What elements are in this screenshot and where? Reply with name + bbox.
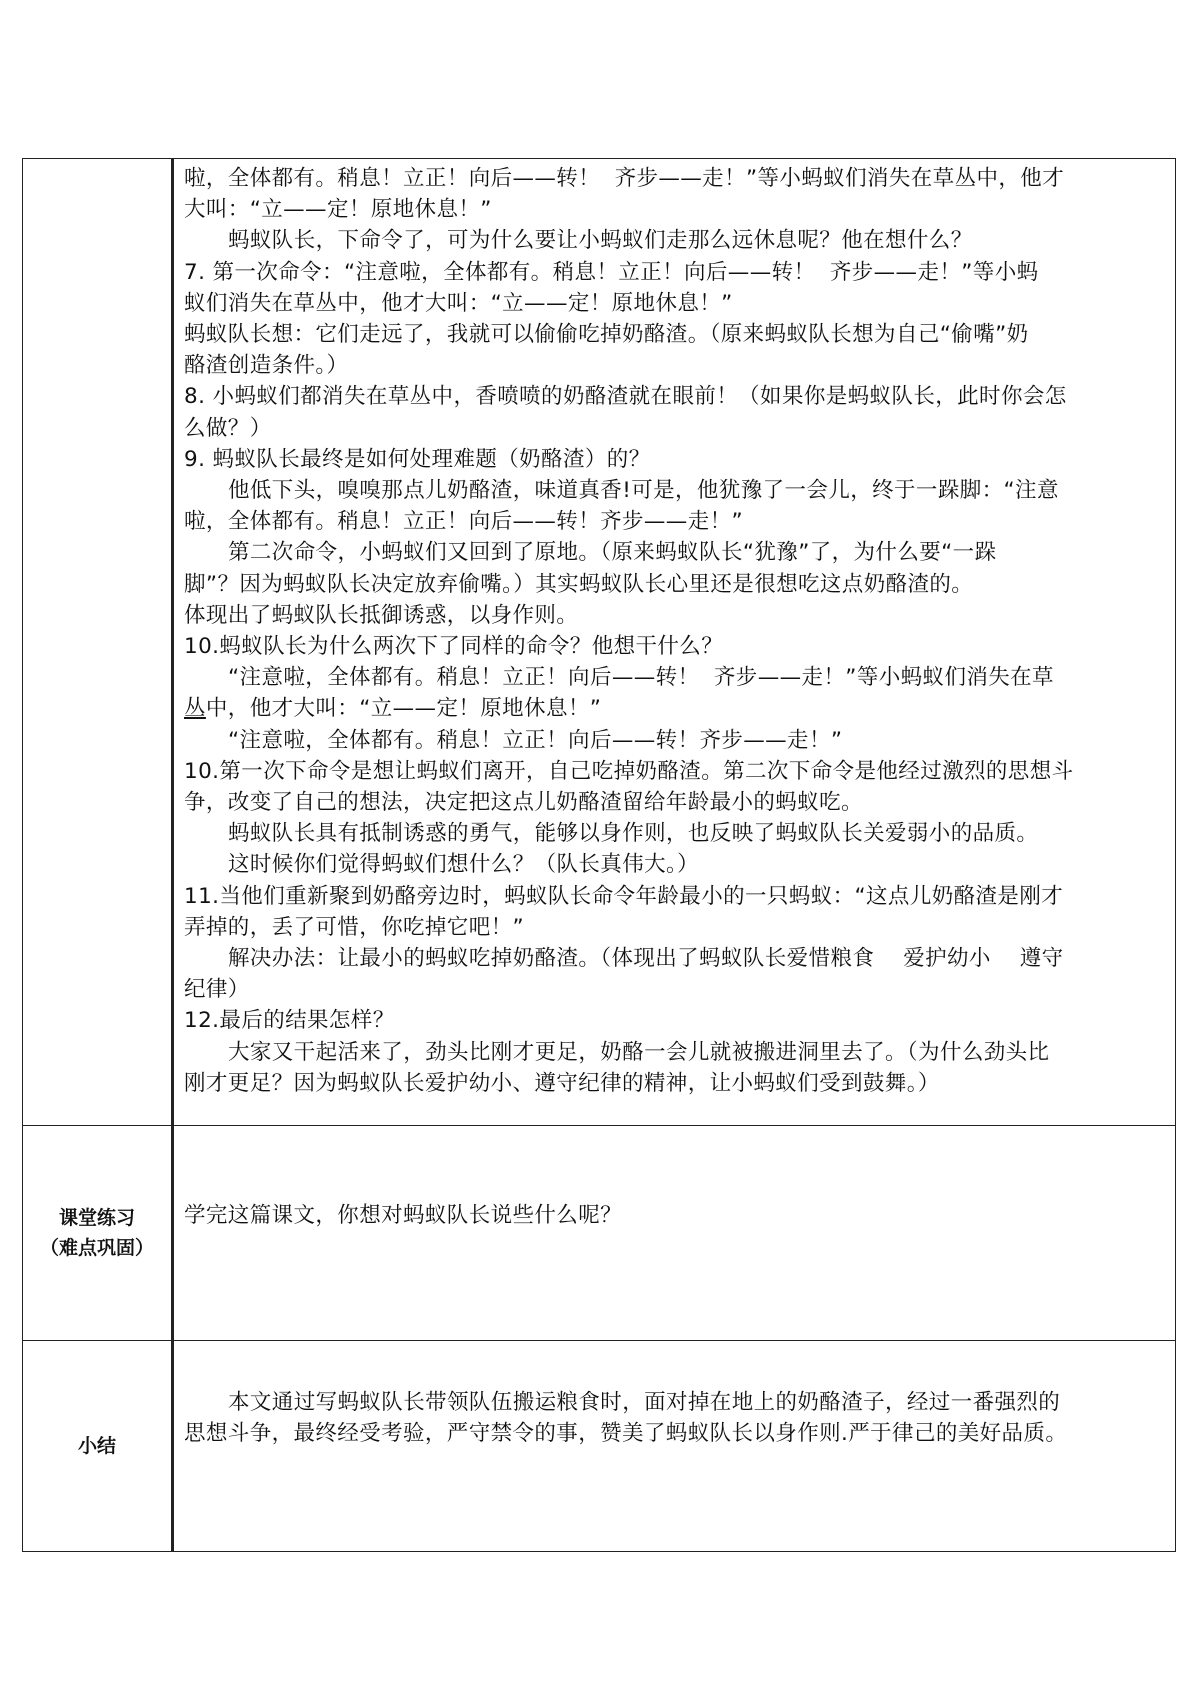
body-line: 酪渣创造条件。） xyxy=(184,353,349,379)
body-line: 纪律） xyxy=(184,977,250,1003)
body-line: “注意啦，全体都有。稍息！立正！向后——转！齐步——走！” xyxy=(228,727,843,753)
body-line: 10.蚂蚁队长为什么两次下了同样的命令？他想干什么？ xyxy=(184,634,724,660)
body-line: 啦，全体都有。稍息！立正！向后——转！齐步——走！” xyxy=(184,509,744,535)
body-line: 刚才更足？因为蚂蚁队长爱护幼小、遵守纪律的精神，让小蚂蚁们受到鼓舞。） xyxy=(184,1070,940,1096)
summary-label-cell xyxy=(23,1341,173,1552)
body-line: 解决办法：让最小的蚂蚁吃掉奶酪渣。（体现出了蚂蚁队长爱惜粮食 爱护幼小 遵守 xyxy=(228,946,1064,972)
body-line: 蚂蚁队长具有抵制诱惑的勇气，能够以身作则，也反映了蚂蚁队长关爱弱小的品质。 xyxy=(228,821,1039,847)
practice-row xyxy=(23,1126,1176,1341)
body-line: 第二次命令，小蚂蚁们又回到了原地。（原来蚂蚁队长“犹豫”了，为什么要“一跺 xyxy=(228,540,997,566)
lesson-plan-table xyxy=(22,158,1176,1552)
summary-text-block xyxy=(184,1345,1165,1449)
body-line: 11.当他们重新聚到奶酪旁边时，蚂蚁队长命令年龄最小的一只蚂蚁：“这点儿奶酪渣是刚才 xyxy=(184,883,1064,909)
body-line: 他低下头，嗅嗅那点儿奶酪渣，味道真香!可是，他犹豫了一会儿，终于一跺脚：“注意 xyxy=(228,478,1059,504)
body-line: 12.最后的结果怎样？ xyxy=(184,1008,395,1034)
teaching-process-label-cell xyxy=(23,159,173,1126)
body-line: 脚”？因为蚂蚁队长决定放弃偷嘴。）其实蚂蚁队长心里还是很想吃这点奶酪渣的。 xyxy=(184,571,974,597)
practice-label-line1: 课堂练习 xyxy=(58,1207,135,1229)
body-line: 8. 小蚂蚁们都消失在草丛中，香喷喷的奶酪渣就在眼前！（如果你是蚂蚁队长，此时你会怎 xyxy=(184,384,1067,410)
body-line: 争，改变了自己的想法，决定把这点儿奶酪渣留给年龄最小的蚂蚁吃。 xyxy=(184,790,863,816)
body-line: 啦，全体都有。稍息！立正！向后——转！ 齐步——走！”等小蚂蚁们消失在草丛中，他才 xyxy=(184,166,1065,191)
practice-label-line2: （难点巩固） xyxy=(39,1237,154,1259)
body-text-block xyxy=(184,163,1165,1099)
teaching-process-row xyxy=(23,159,1176,1126)
summary-content xyxy=(173,1341,1176,1552)
body-line: 么做？） xyxy=(184,415,272,441)
line-rest: 中，他才大叫：“立——定！原地休息！” xyxy=(205,696,602,722)
body-line: 10.第一次下命令是想让蚂蚁们离开，自己吃掉奶酪渣。第二次下命令是他经过激烈的思想斗 xyxy=(184,758,1074,784)
summary-line: 思想斗争，最终经受考验，严守禁令的事，赞美了蚂蚁队长以身作则.严于律己的美好品质。 xyxy=(184,1421,1068,1447)
body-line: 大家又干起活来了，劲头比刚才更足，奶酪一会儿就被搬进洞里去了。（为什么劲头比 xyxy=(228,1039,1050,1065)
summary-line: 本文通过写蚂蚁队长带领队伍搬运粮食时，面对掉在地上的奶酪渣子，经过一番强烈的 xyxy=(228,1390,1061,1415)
practice-label-cell xyxy=(23,1126,173,1341)
body-line: 蚂蚁队长，下命令了，可为什么要让小蚂蚁们走那么远休息呢？他在想什么？ xyxy=(228,228,973,254)
body-line: 蚁们消失在草丛中，他才大叫：“立——定！原地休息！” xyxy=(184,290,733,316)
practice-question: 学完这篇课文，你想对蚂蚁队长说些什么呢？ xyxy=(184,1203,623,1228)
body-line: 9. 蚂蚁队长最终是如何处理难题（奶酪渣）的？ xyxy=(184,446,651,472)
summary-row xyxy=(23,1341,1176,1552)
body-line: 这时候你们觉得蚂蚁们想什么？（队长真伟大。） xyxy=(228,852,700,878)
teaching-process-content xyxy=(173,159,1176,1126)
body-line: 弄掉的，丢了可惜，你吃掉它吧！” xyxy=(184,914,525,940)
body-line: 蚂蚁队长想：它们走远了，我就可以偷偷吃掉奶酪渣。（原来蚂蚁队长想为自己“偷嘴”奶 xyxy=(184,322,1029,348)
practice-content xyxy=(173,1126,1176,1341)
summary-label: 小结 xyxy=(77,1435,116,1457)
body-line: 体现出了蚂蚁队长抵御诱惑，以身作则。 xyxy=(184,602,579,628)
underlined-char: 丛 xyxy=(184,696,206,722)
body-line: “注意啦，全体都有。稍息！立正！向后——转！ 齐步——走！”等小蚂蚁们消失在草 xyxy=(228,665,1054,691)
body-line: 7. 第一次命令：“注意啦，全体都有。稍息！立正！向后——转！ 齐步——走！”等小蚂 xyxy=(184,259,1039,285)
body-line: 大叫：“立——定！原地休息！” xyxy=(184,197,492,223)
body-line xyxy=(184,693,1165,724)
